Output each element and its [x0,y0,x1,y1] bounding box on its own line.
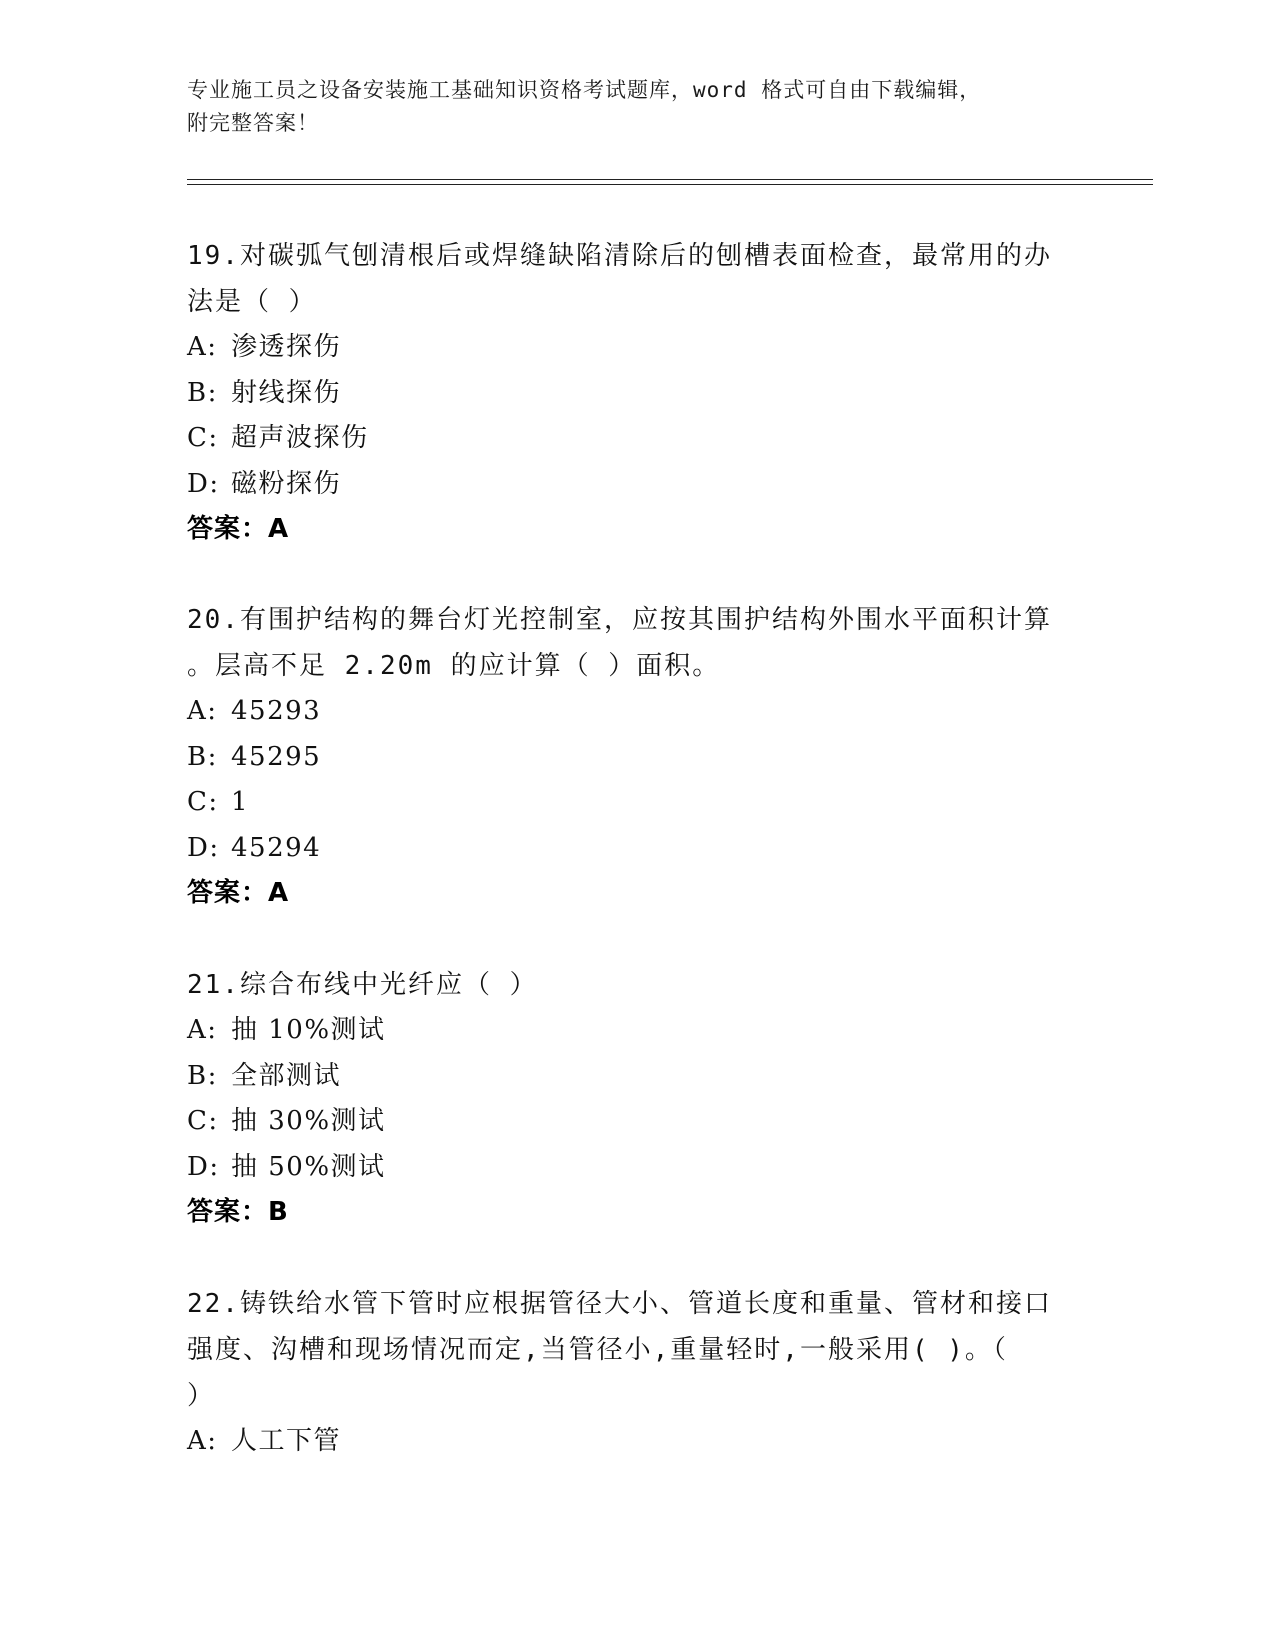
option-text: 磁粉探伤 [231,468,342,499]
option-a [187,325,1087,371]
header-divider-bottom [187,184,1153,185]
header-line-2: 附完整答案！ [187,111,319,135]
question-stem [187,1281,1087,1419]
option-letter: D: [187,468,220,499]
stem-line: 19.对碳弧气刨清根后或焊缝缺陷清除后的刨槽表面检查，最常用的办 [187,241,1052,271]
stem-line: 强度、沟槽和现场情况而定,当管径小,重量轻时,一般采用( )。（ [187,1335,1008,1365]
question-21 [187,962,1087,1236]
option-d [187,826,1087,872]
option-text: 渗透探伤 [231,332,342,362]
option-letter: C: [187,787,219,817]
option-c [187,780,1087,826]
option-letter: A: [187,1426,218,1456]
option-letter: A: [187,332,218,362]
option-letter: D: [187,1151,220,1182]
option-b [187,371,1087,417]
question-stem [187,597,1087,689]
option-letter: A: [187,696,218,726]
answer-label: 答案：A [187,878,290,908]
page-header [187,74,1087,140]
option-text: 人工下管 [231,1426,342,1456]
option-letter: B: [187,377,218,408]
option-letter: B: [187,741,218,772]
option-text: 超声波探伤 [231,423,369,453]
header-divider-top [187,179,1153,180]
option-text: 全部测试 [231,1060,342,1091]
option-b [187,735,1087,781]
option-text: 抽 50%测试 [231,1151,386,1182]
option-text: 45295 [231,741,322,772]
option-letter: D: [187,832,220,863]
option-text: 1 [231,787,250,817]
stem-line: 法是（ ） [187,287,317,317]
stem-line: 21.综合布线中光纤应（ ） [187,970,538,1000]
option-a [187,1419,1087,1465]
header-line-1: 专业施工员之设备安装施工基础知识资格考试题库，word 格式可自由下载编辑， [187,78,982,102]
question-22 [187,1281,1087,1465]
stem-line: ） [187,1381,216,1411]
option-letter: A: [187,1015,218,1045]
option-text: 45293 [231,696,322,726]
option-text: 抽 30%测试 [231,1106,386,1136]
option-a [187,1008,1087,1054]
option-letter: C: [187,423,219,453]
answer-label: 答案：A [187,514,290,544]
stem-line: 20.有围护结构的舞台灯光控制室，应按其围护结构外围水平面积计算 [187,605,1052,635]
answer-label: 答案：B [187,1197,289,1227]
question-stem [187,962,1087,1008]
option-text: 抽 10%测试 [231,1015,386,1045]
option-d [187,1145,1087,1191]
question-19 [187,233,1087,553]
option-text: 45294 [231,832,322,863]
option-b [187,1054,1087,1100]
option-letter: B: [187,1060,218,1091]
stem-line: 。层高不足 2.20m 的应计算（ ）面积。 [187,651,721,681]
question-20 [187,597,1087,917]
option-d [187,462,1087,508]
option-c [187,416,1087,462]
option-a [187,689,1087,735]
option-c [187,1099,1087,1145]
option-letter: C: [187,1106,219,1136]
question-stem [187,233,1087,325]
option-text: 射线探伤 [231,377,342,408]
stem-line: 22.铸铁给水管下管时应根据管径大小、管道长度和重量、管材和接口 [187,1289,1052,1319]
